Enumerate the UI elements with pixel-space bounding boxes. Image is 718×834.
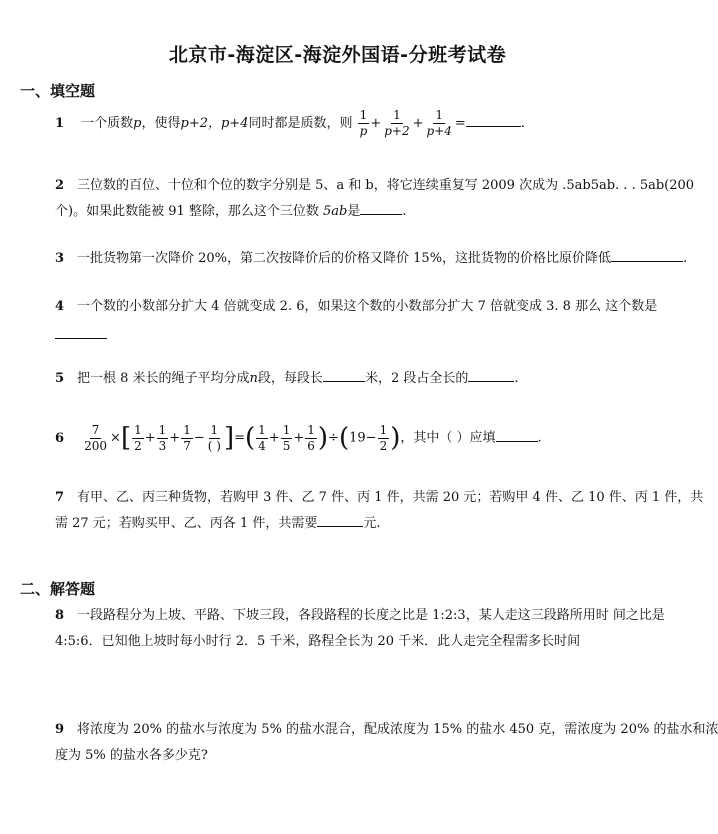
question-number: 9 (55, 722, 65, 737)
fraction: $\frac{1}{4}$ (258, 422, 266, 453)
question-3: 3 一批货物第一次降价 20%，第二次按降价后的价格又降价 15%，这批货物的价格比原价降低 . (55, 244, 653, 274)
question-number: 5 (55, 371, 65, 386)
answer-blank[interactable] (360, 200, 402, 215)
question-number: 3 (55, 251, 65, 266)
answer-blank[interactable] (611, 247, 683, 262)
page-title: 北京市-海淀区-海淀外国语-分班考试卷 (168, 44, 507, 66)
fraction: $\frac{1}{p+4}$ (426, 108, 452, 138)
question-4: 4 一个数的小数部分扩大 4 倍就变成 2. 6，如果这个数的小数部分扩大 7 倍就变成 3. 8 那么 这个数是 (55, 292, 653, 322)
question-5: 5 把一根 8 米长的绳子平均分成n段，每段长 米，2 段占全长的 . (55, 364, 653, 394)
question-2: 2 三位数的百位、十位和个位的数字分别是 5、a 和 b，将它连续重复写 2009 次成为 .5ab5ab. . . 5ab(200 (55, 174, 653, 198)
fraction: $\frac{1}{p}$ (359, 108, 368, 138)
question-7-continued: 需 27 元；若购买甲、乙、丙各 1 件，共需要 元. (55, 512, 380, 536)
fraction: $\frac{7}{200}$ (84, 422, 108, 453)
question-1: 1 一个质数p，使得p+2，p+4同时都是质数，则 $\frac{1}{p}$ + $\frac{1}{p+2}$ + $\frac{1}{p+4}$ = . (55, 108, 525, 138)
question-8-continued: 4:5:6．已知他上坡时每小时行 2．5 千米，路程全长为 20 千米．此人走完全程需多长时间 (55, 634, 581, 649)
answer-blank[interactable] (323, 367, 365, 382)
fraction: $\frac{1}{p+2}$ (384, 108, 410, 138)
question-4-continued (55, 324, 107, 347)
answer-blank[interactable] (55, 324, 107, 339)
fraction: $\frac{1}{7}$ (183, 422, 191, 453)
question-number: 8 (55, 608, 65, 623)
answer-blank[interactable] (466, 112, 521, 127)
answer-blank[interactable] (496, 427, 538, 442)
fraction: $\frac{1}{2}$ (134, 422, 142, 453)
question-9-continued: 度为 5% 的盐水各多少克? (55, 748, 208, 763)
fraction: $\frac{1}{5}$ (282, 422, 291, 453)
fraction: $\frac{1}{3}$ (158, 422, 167, 453)
fraction: $\frac{1}{2}$ (379, 422, 388, 453)
fraction-blank[interactable]: $\frac{1}{( )}$ (207, 422, 221, 453)
question-number: 2 (55, 178, 65, 193)
question-number: 7 (55, 490, 65, 505)
question-number: 1 (55, 116, 65, 131)
question-2-continued: 个)。如果此数能被 91 整除，那么这个三位数 5ab是 . (55, 200, 407, 224)
fraction: $\frac{1}{6}$ (307, 422, 315, 453)
answer-blank[interactable] (317, 512, 363, 527)
question-6: 6 $\frac{7}{200}$ ×[ $\frac{1}{2}$ + $\frac{1}{3}$ + $\frac{1}{7}$ − $\frac{1}{( )}$ ]=( $\frac{1}{4}$ + $\frac{1}{5}$ + $\frac{1}{6}$ )÷(19− $\frac{1}{2}$ )，其中（ ）应填 . (55, 418, 653, 459)
question-number: 4 (55, 299, 65, 314)
question-9: 9 将浓度为 20% 的盐水与浓度为 5% 的盐水混合，配成浓度为 15% 的盐水 450 克，需浓度为 20% 的盐水和浓 (55, 718, 653, 742)
section-fill-in: 一、填空题 (20, 82, 96, 100)
question-number: 6 (55, 430, 65, 446)
section-answer: 二、解答题 (20, 580, 96, 598)
answer-blank[interactable] (468, 367, 514, 382)
question-7: 7 有甲、乙、丙三种货物，若购甲 3 件、乙 7 件、丙 1 件，共需 20 元；若购甲 4 件、乙 10 件、丙 1 件，共 (55, 486, 653, 510)
question-8: 8 一段路程分为上坡、平路、下坡三段，各段路程的长度之比是 1:2:3，某人走这三段路所用时 间之比是 (55, 604, 653, 628)
